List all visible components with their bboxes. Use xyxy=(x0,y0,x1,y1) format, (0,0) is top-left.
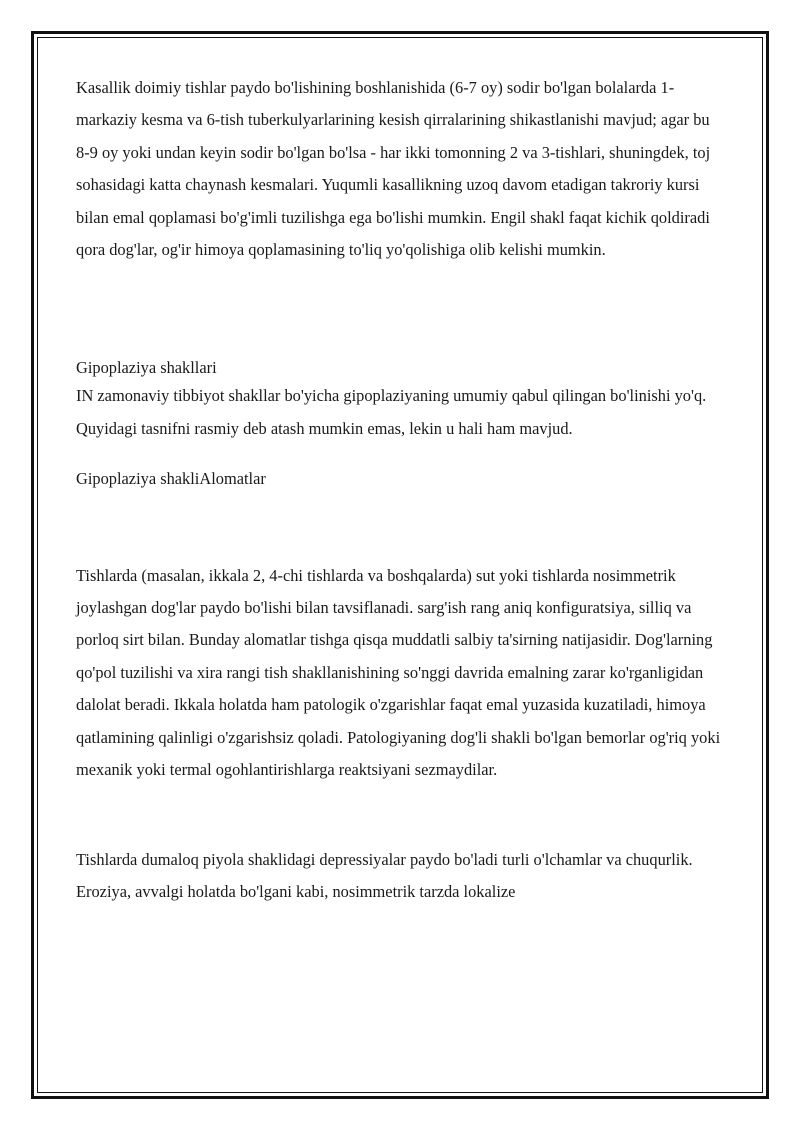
paragraph-erosive-form: Tishlarda dumaloq piyola shaklidagi depressiyalar paydo bo'ladi turli o'lchamlar va chuqurlik. Eroziya, avvalgi holatda bo'lgani kabi, nosimmetrik tarzda lokalize xyxy=(76,849,693,901)
heading-hypoplasia-forms: Gipoplaziya shakllari xyxy=(76,358,217,378)
paragraph-infection-timing: Kasallik doimiy tishlar paydo bo'lishining boshlanishida (6-7 oy) sodir bo'lgan bolalarda 1-markaziy kesma va 6-tish tuberkulyarlarining kesish qirralarining shikastlanishi mavjud; agar bu 8-9 oy yoki undan keyin sodir bo'lgan bo'lsa - har ikki tomonning 2 va 3-tishlari, shuningdek, toj sohasidagi katta chaynash kesmalari. Yuqumli kasallikning uzoq davom etadigan takroriy kursi bilan emal qoplamasi bo'g'imli tuzilishga ega bo'lishi mumkin. Engil shakl faqat kichik qoldiradi qora dog'lar, og'ir himoya qoplamasining to'liq yo'qolishiga olib kelishi mumkin. xyxy=(76,78,711,260)
document-body xyxy=(76,72,724,908)
paragraph-classification: IN zamonaviy tibbiyot shakllar bo'yicha gipoplaziyaning umumiy qabul qilingan bo'linishi yo'q. Quyidagi tasnifni rasmiy deb atash mumkin emas, lekin u hali ham mavjud. xyxy=(76,386,707,438)
paragraph-spotted-form: Tishlarda (masalan, ikkala 2, 4-chi tishlarda va boshqalarda) sut yoki tishlarda nosimmetrik joylashgan dog'lar paydo bo'lishi bilan tavsiflanadi. sarg'ish rang aniq konfiguratsiya, silliq va porloq sirt bilan. Bunday alomatlar tishga qisqa muddatli salbiy ta'sirning natijasidir. Dog'larning qo'pol tuzilishi va xira rangi tish shakllanishining so'nggi davrida emalning zarar ko'rganligidan dalolat beradi. Ikkala holatda ham patologik o'zgarishlar faqat emal yuzasida kuzatiladi, himoya qatlamining qalinligi o'zgarishsiz qoladi. Patologiyaning dog'li shakli bo'lgan bemorlar og'riq yoki mexanik yoki termal ogohlantirishlarga reaktsiyani sezmaydilar. xyxy=(76,565,721,780)
table-header-form-symptoms: Gipoplaziya shakliAlomatlar xyxy=(76,469,266,489)
